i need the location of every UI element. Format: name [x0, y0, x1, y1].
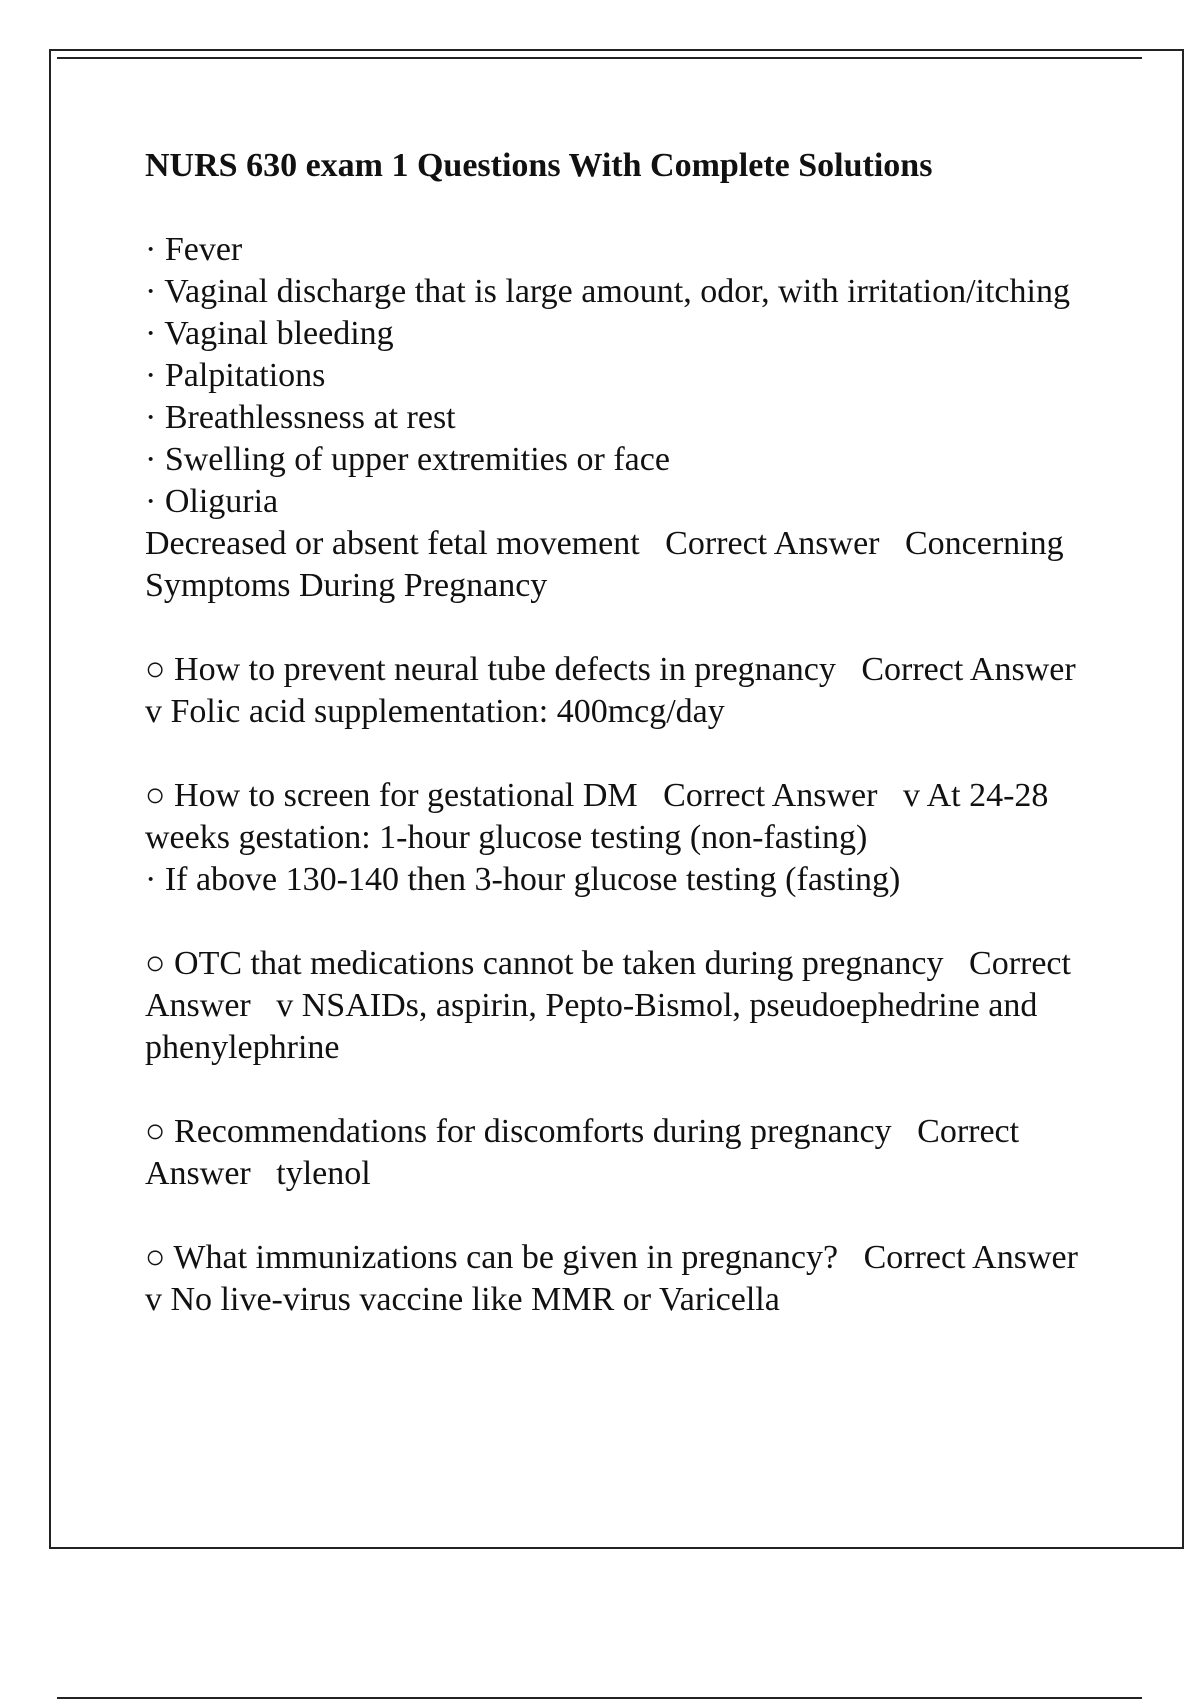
header-rule — [57, 57, 1142, 59]
gestational-dm-question-block — [145, 775, 1095, 901]
list-item: · Vaginal bleeding — [145, 315, 394, 352]
immunizations-question-block — [145, 1237, 1104, 1321]
concerning-symptoms-block — [145, 229, 1095, 607]
list-item: · If above 130-140 then 3-hour glucose testing (fasting) — [145, 861, 901, 898]
question-answer-line: Decreased or absent fetal movement Correct Answer Concerning Symptoms During Pregnancy — [145, 525, 1073, 604]
question-answer-line: ○ How to prevent neural tube defects in pregnancy Correct Answer v Folic acid supplementation: 400mcg/day — [145, 651, 1102, 730]
otc-medications-question-block — [145, 943, 1095, 1069]
footer-rule — [57, 1697, 1142, 1699]
question-answer-line: ○ How to screen for gestational DM Correct Answer v At 24-28 weeks gestation: 1-hour glucose testing (non-fasting) — [145, 777, 1057, 856]
neural-tube-question-block — [145, 649, 1102, 733]
list-item: · Vaginal discharge that is large amount, odor, with irritation/itching — [145, 273, 1070, 310]
list-item: · Swelling of upper extremities or face — [145, 441, 670, 478]
list-item: · Palpitations — [145, 357, 326, 394]
list-item: · Fever — [145, 231, 243, 268]
discomforts-question-block — [145, 1111, 1095, 1195]
list-item: · Breathlessness at rest — [145, 399, 456, 436]
question-answer-line: ○ OTC that medications cannot be taken during pregnancy Correct Answer v NSAIDs, aspirin, Pepto-Bismol, pseudoephedrine and phenylephrine — [145, 945, 1078, 1066]
question-answer-line: ○ What immunizations can be given in pregnancy? Correct Answer v No live-virus vaccine like MMR or Varicella — [145, 1239, 1104, 1318]
list-item: · Oliguria — [145, 483, 279, 520]
document-body — [145, 145, 1104, 1363]
question-answer-line: ○ Recommendations for discomforts during pregnancy Correct Answer tylenol — [145, 1113, 1026, 1192]
document-title: NURS 630 exam 1 Questions With Complete Solutions — [145, 147, 933, 184]
